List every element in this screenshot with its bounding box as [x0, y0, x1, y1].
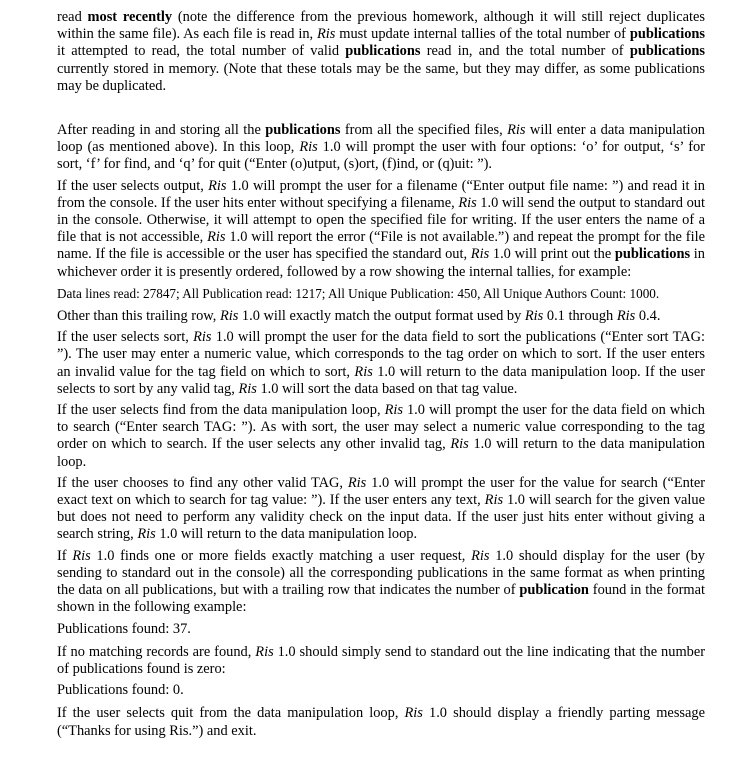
paragraph-find-value: If the user chooses to find any other valid TAG, Ris 1.0 will prompt the user for the value for search (“Enter exact text on which to search for tag value: ”). If the user enters any text, Ris 1.0 will search for the given value but does not need to perform any validity check on the input data. If the user just hits enter without giving a search string, Ris 1.0 will return to the data manipulation loop. [57, 474, 705, 543]
paragraph-find-results: If Ris 1.0 finds one or more fields exactly matching a user request, Ris 1.0 should display for the user (by sending to standard out in the console) all the corresponding publications in the same format as when printing the data on all publications, but with a trailing row that indicates the number of publication found in the format shown in the following example: [57, 547, 705, 616]
example-publications-zero: Publications found: 0. [57, 682, 184, 699]
paragraph-quit-option: If the user selects quit from the data manipulation loop, Ris 1.0 should display a friendly parting message (“Thanks for using Ris.”) and exit. [57, 705, 705, 739]
paragraph-output-option: If the user selects output, Ris 1.0 will prompt the user for a filename (“Enter output file name: ”) and read it in from the console. If the user hits enter without specifying a filename, Ris 1.0 will send the output to standard out in the console. Otherwise, it will attempt to open the specified file for writing. If the user enters the name of a file that is not accessible, Ris 1.0 will report the error (“File is not available.”) and repeat the prompt for the file name. If the file is accessible or the user has specified the standard out, Ris 1.0 will print out the publications in whichever order it is presently ordered, followed by a row showing the internal tallies, for example: [57, 177, 705, 280]
paragraph-output-format: Other than this trailing row, Ris 1.0 will exactly match the output format used by Ris 0.1 through Ris 0.4. [57, 308, 661, 325]
paragraph-manipulation-loop: After reading in and storing all the publications from all the specified files, Ris will enter a data manipulation loop (as mentioned above). In this loop, Ris 1.0 will prompt the user with four options: ‘o’ for output, ‘s’ for sort, ‘f’ for find, and ‘q’ for quit (“Enter (o)utput, (s)ort, (f)ind, or (q)uit: ”). [57, 122, 705, 173]
example-publications-found: Publications found: 37. [57, 620, 191, 637]
paragraph-file-tallies: read most recently (note the difference from the previous homework, although it will still reject duplicates within the same file). As each file is read in, Ris must update internal tallies of the total number of publications it attempted to read, the total number of valid publications read in, and the total number of publications currently stored in memory. (Note that these totals may be the same, but they may differ, as some publications may be duplicated. [57, 9, 705, 94]
document-page [57, 9, 705, 744]
paragraph-find-option: If the user selects find from the data manipulation loop, Ris 1.0 will prompt the user for the data field on which to search (“Enter search TAG: ”). As with sort, the user may select a numeric value corresponding to the tag order on which to search. If the user selects any other invalid tag, Ris 1.0 will return to the data manipulation loop. [57, 402, 705, 470]
paragraph-sort-option: If the user selects sort, Ris 1.0 will prompt the user for the data field to sort the publications (“Enter sort TAG: ”). The user may enter a numeric value, which corresponds to the tag order on which to sort. If the user enters an invalid value for the tag field on which to sort, Ris 1.0 will return to the data manipulation loop. If the user selects to sort by any valid tag, Ris 1.0 will sort the data based on that tag value. [57, 329, 705, 397]
sample-tallies-line: Data lines read: 27847; All Publication read: 1217; All Unique Publication: 450, All Unique Authors Count: 1000. [57, 285, 660, 301]
paragraph-no-results: If no matching records are found, Ris 1.0 should simply send to standard out the line indicating that the number of publications found is zero: [57, 643, 706, 677]
